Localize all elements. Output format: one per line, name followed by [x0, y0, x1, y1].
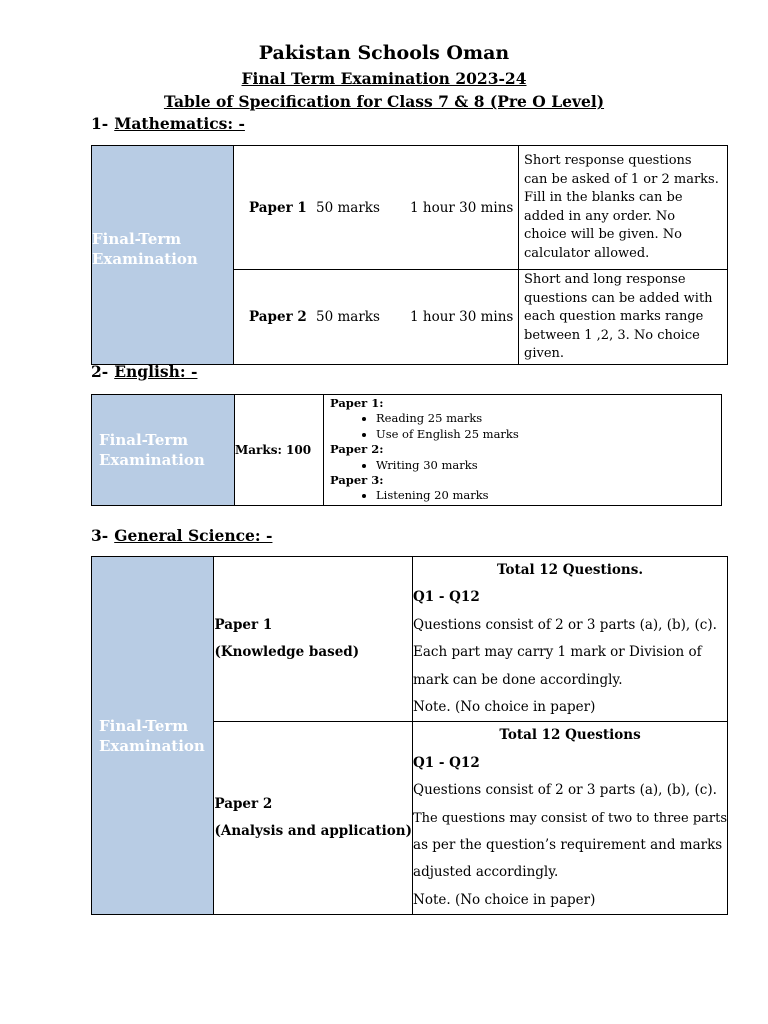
section-heading-general-science	[91, 526, 272, 545]
spec-title: Table of Specification for Class 7 & 8 (Pre O Level)	[163, 92, 605, 111]
detail-line: Note. (No choice in paper)	[413, 891, 596, 908]
paper-details	[413, 557, 728, 722]
paper-name: Paper 1	[249, 199, 307, 216]
paper-name: Paper 1	[214, 616, 273, 633]
exam-label-line: Final-Term	[99, 431, 189, 449]
detail-line: adjusted accordingly.	[413, 864, 559, 881]
exam-label-line: Final-Term	[92, 229, 182, 248]
paper-marks: 50 marks	[316, 199, 380, 216]
paper-name: Paper 1:	[330, 396, 384, 410]
detail-line: Questions consist of 2 or 3 parts (a), (b), (c).	[413, 616, 717, 633]
paper-subtitle: (Knowledge based)	[214, 644, 360, 661]
exam-label-cell	[92, 557, 214, 915]
section-title: English: -	[114, 362, 198, 381]
paper-cell	[234, 270, 519, 365]
school-title: Pakistan Schools Oman	[258, 42, 510, 64]
list-item: • Listening 20 marks	[376, 488, 721, 503]
section-title: General Science: -	[114, 526, 273, 545]
section-heading-english	[91, 362, 197, 381]
section-number: 1-	[91, 114, 109, 133]
question-range: Q1 - Q12	[413, 589, 480, 606]
question-total: Total 12 Questions.	[496, 562, 644, 578]
table-row	[92, 395, 722, 506]
paper-details	[413, 722, 728, 915]
exam-label-cell	[92, 146, 234, 365]
table-row	[92, 146, 728, 270]
paper-time: 1 hour 30 mins	[410, 199, 514, 216]
section-title: Mathematics: -	[114, 114, 245, 133]
question-range: Q1 - Q12	[413, 754, 480, 771]
paper-time: 1 hour 30 mins	[410, 308, 514, 325]
detail-line: Questions consist of 2 or 3 parts (a), (b), (c).	[413, 782, 717, 799]
list-item: • Writing 30 marks	[376, 458, 721, 473]
english-marks: Marks: 100	[235, 395, 324, 506]
exam-label-line: Examination	[99, 451, 205, 469]
detail-line: mark can be done accordingly.	[413, 671, 623, 688]
paper-marks: 50 marks	[316, 308, 380, 325]
exam-label-line: Examination	[99, 736, 205, 755]
exam-title: Final Term Examination 2023-24	[241, 69, 527, 88]
exam-label-line: Final-Term	[99, 716, 189, 735]
paper-subtitle: (Analysis and application)	[214, 823, 413, 840]
mathematics-table	[91, 145, 728, 365]
paper-name: Paper 2	[249, 308, 307, 325]
paper-name: Paper 3:	[330, 473, 384, 488]
paper-cell	[214, 722, 413, 915]
general-science-table	[91, 556, 728, 915]
table-row	[92, 557, 728, 722]
paper-cell	[234, 146, 519, 270]
question-total: Total 12 Questions	[499, 727, 641, 744]
english-table	[91, 394, 722, 506]
exam-label-line: Examination	[92, 249, 198, 268]
detail-line: The questions may consist of two to three parts	[413, 810, 727, 826]
list-item: • Use of English 25 marks	[376, 427, 721, 442]
section-number: 3-	[91, 526, 109, 545]
exam-label-cell	[92, 395, 235, 506]
section-heading-mathematics	[91, 114, 245, 133]
detail-line: Note. (No choice in paper)	[413, 699, 596, 716]
paper-notes: Short response questions can be asked of 1 or 2 marks. Fill in the blanks can be added in any order. No choice will be given. No calculator allowed.	[519, 146, 728, 270]
paper-name: Paper 2	[214, 795, 273, 812]
section-number: 2-	[91, 362, 109, 381]
list-item: • Reading 25 marks	[376, 411, 721, 426]
paper-name: Paper 2:	[330, 442, 384, 457]
paper-cell	[214, 557, 413, 722]
detail-line: as per the question’s requirement and marks	[413, 837, 723, 854]
english-papers	[324, 395, 722, 506]
detail-line: Each part may carry 1 mark or Division of	[413, 644, 702, 661]
paper-notes: Short and long response questions can be added with each question marks range between 1 ,2, 3. No choice given.	[519, 270, 728, 365]
